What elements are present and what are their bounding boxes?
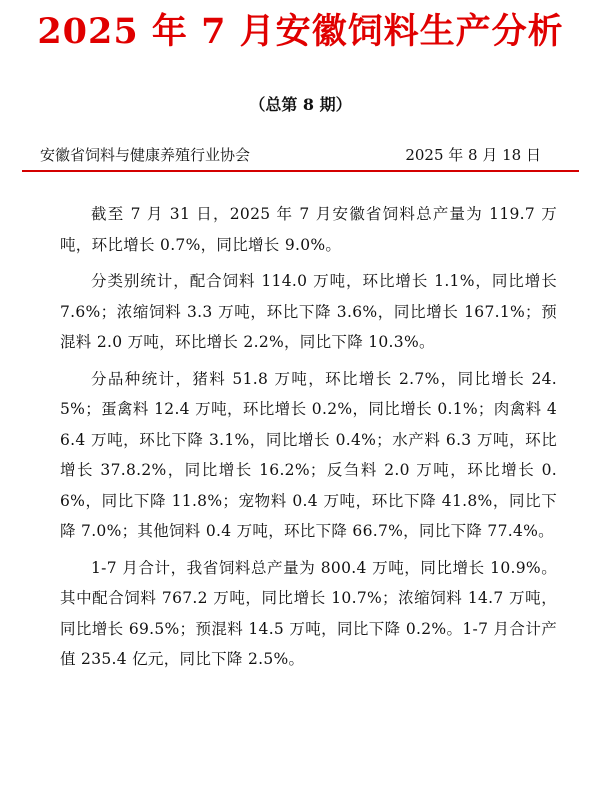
document-title: 2025 年 7 月安徽饲料生产分析 [37, 11, 564, 52]
publish-date: 2025 年 8 月 18 日 [405, 146, 541, 164]
header-divider [22, 170, 579, 172]
issue-number: （总第 8 期） [249, 95, 352, 114]
paragraph-total-output: 截至 7 月 31 日，2025 年 7 月安徽省饲料总产量为 119.7 万吨，环比增长 0.7%，同比增长 9.0%。 [60, 205, 557, 254]
paragraph-by-species: 分品种统计，猪料 51.8 万吨，环比增长 2.7%，同比增长 24.5%；蛋禽料 12.4 万吨，环比增长 0.2%，同比增长 0.1%；肉禽料 46.4 万吨，环比下降 3.1%，同比增长 0.4%；水产料 6.3 万吨，环比增长 37.8.2%，同比增长 16.2%；反刍料 2.0 万吨，环比增长 0.6%，同比下降 11.8%；宠物料 0.4 万吨，环比下降 41.8%，同比下降 7.0%；其他饲料 0.4 万吨，环比下降 66.7%，同比下降 77.4%。 [60, 369, 557, 540]
paragraph-by-category: 分类别统计，配合饲料 114.0 万吨，环比增长 1.1%，同比增长 7.6%；浓缩饲料 3.3 万吨，环比下降 3.6%，同比增长 167.1%；预混料 2.0 万吨，环比增长 2.2%，同比下降 10.3%。 [60, 272, 557, 351]
issuing-organization: 安徽省饲料与健康养殖行业协会 [40, 146, 251, 164]
paragraph-year-to-date: 1-7 月合计，我省饲料总产量为 800.4 万吨，同比增长 10.9%。其中配合饲料 767.2 万吨，同比增长 10.7%；浓缩饲料 14.7 万吨，同比增长 69.5%；预混料 14.5 万吨，同比下降 0.2%。1-7 月合计产值 235.4 亿元，同比下降 2.5%。 [60, 558, 557, 668]
report-body [60, 199, 557, 681]
